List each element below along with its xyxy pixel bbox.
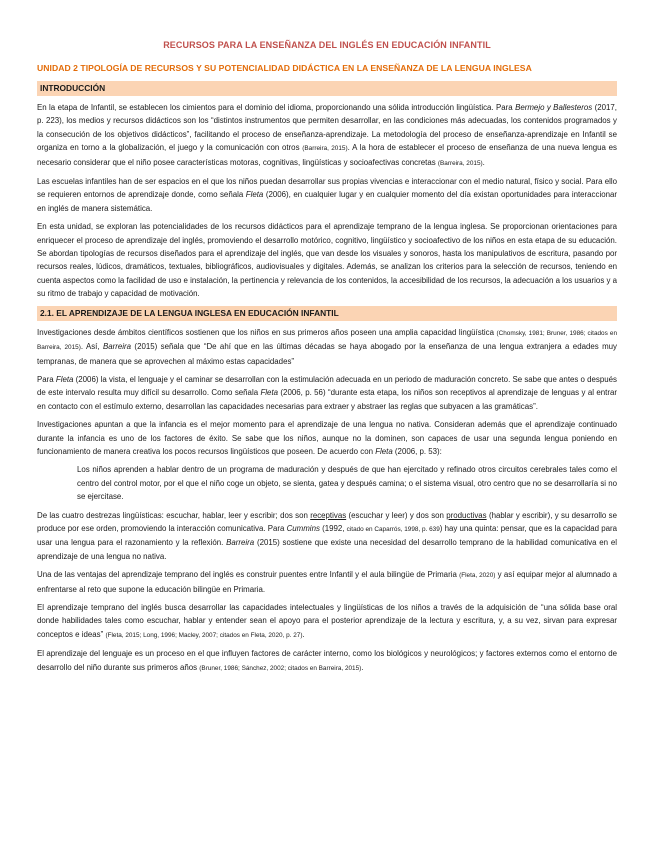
text-run: y así equipar mejor al alumnado a enfrentarse al reto que supone la educación bilingüe en Primaria. [37,570,617,594]
text-run: (2006), en cualquier lugar y en cualquier momento del día existan oportunidades para interaccionar en inglés de manera sistemática. [37,190,617,213]
citation-author: Fleta [55,374,74,384]
text-run: Las escuelas infantiles han de ser espacios en el que los niños puedan desarrollar sus propias vivencias e interaccionar con el medio natural, físico y social. Para ello se requieren entornos de aprendizaje donde, como señala [37,177,617,200]
text-run: El aprendizaje del lenguaje es un proceso en el que influyen factores de carácter interno, como los biológicos y neurológicos; y factores externos como el entorno de desarrollo del niño durante sus primeros años [37,649,617,672]
text-run: . [302,629,305,639]
text-run: ) hay una quinta: pensar, que es la capacidad para usar una lengua para el razonamiento y la reflexión. [37,523,617,548]
citation: citado en Caparrós, 1998, p. 639 [346,525,440,533]
underlined-term: productivas [446,510,487,520]
citation: (Bruner, 1986; Sánchez, 2002; citados en Barreira, 2015) [199,664,362,672]
text-run: (1992, [319,523,347,533]
text-run: (2006) la vista, el lenguaje y el caminar se desarrollan con la estimulación adecuada en un periodo de maduración concreto. Se sabe que antes o después de este intervalo resulta muy difícil su desarrollo. Como señala [37,374,617,398]
text-run: Para [37,374,56,384]
citation: (Fleta, 2020) [459,572,496,580]
text-run: (2015) señala que “De ahí que en las últimas décadas se haya abogado por la enseñanza de una lengua extranjera a edades muy tempranas, de manera que se aprovechen al máximo estas capacidades” [37,342,617,366]
section-paragraph-1 [37,326,617,368]
section-paragraph-2 [37,373,617,413]
text-run: (2006, p. 56) “durante esta etapa, los niños son receptivos al aprendizaje de lenguas y al entrar en contacto con el estímulo externo, desarrollan las capacidades necesarias para extraer y abstraer las reglas que subyacen a las gramáticas”. [37,388,617,411]
citation: (Barreira, 2015) [302,145,348,153]
section-paragraph-6 [37,601,617,642]
block-quote: Los niños aprenden a hablar dentro de un programa de maduración y después de que han ejercitado y refinado otros circuitos cerebrales tales como el centro del control motor, por el que el niño coge un objeto, se sienta, gatea y después camina; o el sistema visual, otro centro que no se desarrollaría si no se ejercitase. [77,465,617,502]
text-run: En la etapa de Infantil, se establecen los cimientos para el dominio del idioma, proporcionando una sólida introducción lingüística. Para [37,103,516,112]
underlined-term: receptivas [310,510,347,520]
section-heading-2-1: 2.1. EL APRENDIZAJE DE LA LENGUA INGLESA EN EDUCACIÓN INFANTIL [37,306,617,321]
text-run: Investigaciones desde ámbitos científicos sostienen que los niños en sus primeros años poseen una amplia capacidad lingüística [37,327,497,337]
intro-paragraph-2 [37,175,617,215]
citation-author: Cummins [286,523,320,533]
section-paragraph-3 [37,418,617,458]
intro-paragraph-3: En esta unidad, se exploran las potencialidades de los recursos didácticos para el aprendizaje temprano de la lengua inglesa. Se proporcionan orientaciones para enriquecer el proceso de aprendizaje del inglés, promoviendo el desarrollo motórico, cognitivo, lingüístico y socioafectivo de los niños en esta etapa de su educación. Se abordan tipologías de recursos diseñados para el aprendizaje del inglés, que van desde los visuales y sonoros, hasta los manipulativos de escritura, pasando por recursos reales, lúdicos, dramáticos, textuales, bibliográficos, audiovisuales y digitales. Además, se analizan los criterios para la selección de recursos, teniendo en cuenta aspectos como la facilidad de uso e instalación, la pertinencia y relevancia de los contenidos, la accesibilidad de los recursos, la adecuación a los usuarios y a su ritmo de trabajo y capacidad de motivación. [37,222,617,299]
text-run: . Así, [80,342,103,352]
intro-paragraph-1 [37,101,617,170]
document-title: RECURSOS PARA LA ENSEÑANZA DEL INGLÉS EN EDUCACIÓN INFANTIL [163,40,491,50]
citation-author: Fleta [260,388,279,398]
text-run: . [482,157,485,167]
citation-author: Fleta [245,190,264,200]
citation-author: Barreira [226,538,255,548]
citation-author: Bermejo y Ballesteros [515,103,593,112]
text-run: El aprendizaje temprano del inglés busca desarrollar las capacidades intelectuales y lingüísticas de los niños a través de la adquisición de “una sólida base oral donde habilidades tales como escuchar, hablar y entender sean el apoyo para el posterior aprendizaje de la lectura y escritura, y, a su vez, sirvan para expresar conceptos e ideas” [37,603,617,639]
document-page [37,40,617,680]
text-run: De las cuatro destrezas lingüísticas: escuchar, hablar, leer y escribir; dos son [37,510,311,520]
unit-heading: UNIDAD 2 TIPOLOGÍA DE RECURSOS Y SU POTENCIALIDAD DIDÁCTICA EN LA ENSEÑANZA DE LA LENGUA INGLESA [37,63,532,73]
section-paragraph-4 [37,509,617,564]
citation-author: Fleta [375,446,393,456]
section-heading-intro: INTRODUCCIÓN [37,81,617,96]
citation: (Barreira, 2015) [437,159,483,167]
text-run: . [361,662,364,672]
section-paragraph-7 [37,647,617,675]
text-run: (2017, p. 223), los medios y recursos didácticos son los “distintos instrumentos que permiten desarrollar, en las condiciones más adecuadas, los contenidos programados y la consecución de los objetivos didácticos”, facilitando el proceso de enseñanza-aprendizaje. La metodología del proceso de enseñanza-aprendizaje en Infantil se organiza en torno a la globalización, el juego y la comunicación con otros [37,103,617,153]
citation: (Fleta, 2015; Long, 1996; Macley, 2007; citados en Fleta, 2020, p. 27) [105,631,303,639]
text-run: (escuchar y leer) y dos son [346,510,447,520]
text-run: (2006, p. 53): [392,446,442,456]
text-run: (2015) sostiene que existe una necesidad del desarrollo temprano de la habilidad comunicativa en el aprendizaje de una lengua no nativa. [37,538,617,561]
text-run: Investigaciones apuntan a que la infancia es el mejor momento para el aprendizaje de una lengua no nativa. Consideran además que el aprendizaje continuado durante la infancia es uno de los factores de éxito. Se sabe que los niños, aunque no la dominen, son capaces de usar una segunda lengua poniendo en funcionamiento de manera creativa los pocos recursos lingüísticos que poseen. De acuerdo con [37,420,617,456]
text-run: . A la hora de establecer el proceso de enseñanza de una nueva lengua es necesario considerar que el niño posee características motoras, cognitivas, lingüísticas y socioafectivas concretas [37,143,617,167]
citation: (Chomsky, 1981; Bruner, 1986; citados en Barreira, 2015) [37,329,618,352]
section-paragraph-5 [37,568,617,596]
text-run: Una de las ventajas del aprendizaje temprano del inglés es construir puentes entre Infantil y el aula bilingüe de Primaria [37,570,460,580]
citation-author: Barreira [102,342,132,352]
text-run: (hablar y escribir), y su desarrollo se produce por ese orden, promoviendo la interacción comunicativa. Para [37,510,617,533]
